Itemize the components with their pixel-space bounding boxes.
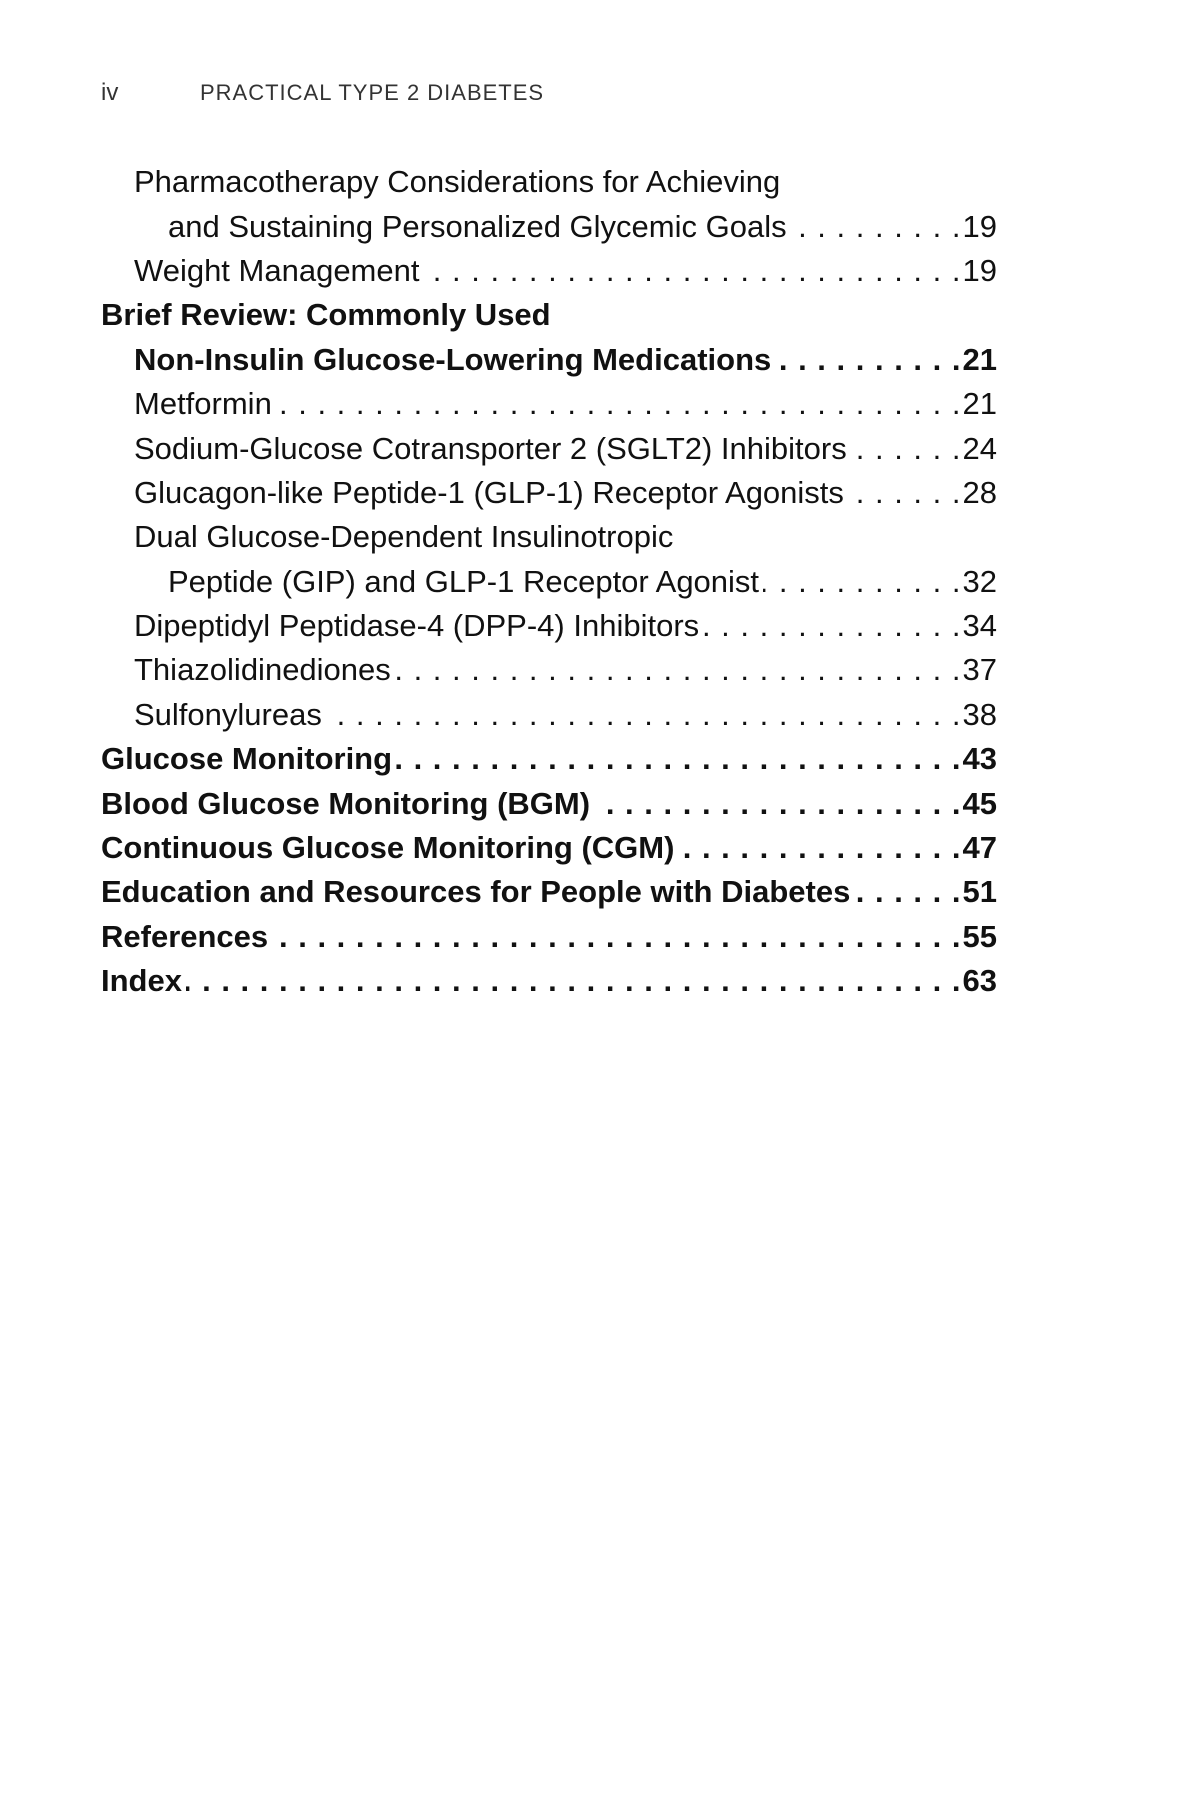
- toc-entry-title: Glucagon-like Peptide-1 (GLP-1) Receptor Agonists: [134, 474, 844, 510]
- toc-entry-page: 34: [962, 608, 997, 644]
- toc-entry: [101, 737, 997, 781]
- toc-entry-title: Continuous Glucose Monitoring (CGM): [101, 830, 675, 866]
- toc-entry-page: 24: [962, 430, 997, 466]
- toc-entry-page: 51: [962, 874, 997, 910]
- toc-entry-title: Education and Resources for People with Diabetes: [101, 874, 851, 910]
- dot-leader: [186, 963, 961, 999]
- dot-leader: [326, 697, 961, 733]
- toc-entry-title: Weight Management: [134, 252, 420, 288]
- toc-entry-title: and Sustaining Personalized Glycemic Goals: [168, 208, 787, 244]
- toc-entry: [101, 693, 997, 737]
- toc-entry: [101, 781, 997, 825]
- dot-leader: [848, 475, 961, 511]
- dot-leader: [854, 874, 960, 910]
- toc-entry-title: Non-Insulin Glucose-Lowering Medications: [134, 341, 772, 377]
- toc-entry-page: 21: [962, 341, 997, 377]
- toc-entry: [101, 648, 997, 692]
- toc-entry: [101, 515, 997, 559]
- table-of-contents: [101, 160, 997, 1003]
- toc-entry: [101, 249, 997, 293]
- toc-entry-title: References: [101, 918, 269, 954]
- toc-entry-title: Pharmacotherapy Considerations for Achieving: [134, 164, 781, 200]
- dot-leader: [791, 209, 961, 245]
- toc-entry-title: Sodium-Glucose Cotransporter 2 (SGLT2) Inhibitors: [134, 430, 847, 466]
- toc-entry: [101, 604, 997, 648]
- toc-entry: [101, 160, 997, 204]
- toc-entry-title: Glucose Monitoring: [101, 741, 393, 777]
- toc-entry-page: 37: [962, 652, 997, 688]
- toc-entry-page: 19: [962, 252, 997, 288]
- toc-entry-page: 19: [962, 208, 997, 244]
- toc-entry: [101, 870, 997, 914]
- toc-entry-page: 63: [962, 963, 997, 999]
- dot-leader: [395, 652, 961, 688]
- toc-entry-title: Thiazolidinediones: [134, 652, 391, 688]
- dot-leader: [276, 386, 961, 422]
- toc-entry-title: Dipeptidyl Peptidase-4 (DPP-4) Inhibitors: [134, 608, 700, 644]
- toc-entry: [101, 915, 997, 959]
- toc-entry-page: 28: [962, 474, 997, 510]
- toc-entry: [101, 338, 997, 382]
- toc-entry-page: 43: [962, 741, 997, 777]
- toc-entry-title: Dual Glucose-Dependent Insulinotropic: [134, 519, 674, 555]
- toc-entry: [101, 426, 997, 470]
- toc-entry: [101, 382, 997, 426]
- toc-entry: [101, 471, 997, 515]
- toc-entry-title: Sulfonylureas: [134, 696, 322, 732]
- dot-leader: [272, 919, 960, 955]
- toc-entry-title: Index: [101, 963, 182, 999]
- page-header: [101, 79, 544, 107]
- toc-entry-page: 38: [962, 696, 997, 732]
- dot-leader: [703, 608, 960, 644]
- toc-entry-title: Metformin: [134, 386, 272, 422]
- toc-entry: [101, 204, 997, 248]
- toc-entry-page: 21: [962, 386, 997, 422]
- toc-entry: [101, 959, 997, 1003]
- toc-entry-page: 55: [962, 918, 997, 954]
- toc-entry: [101, 826, 997, 870]
- dot-leader: [851, 431, 961, 467]
- toc-entry: [101, 560, 997, 604]
- dot-leader: [423, 253, 960, 289]
- dot-leader: [775, 342, 960, 378]
- toc-entry-title: Blood Glucose Monitoring (BGM): [101, 785, 591, 821]
- dot-leader: [678, 830, 960, 866]
- page-number: iv: [101, 79, 119, 106]
- toc-entry-title: Brief Review: Commonly Used: [101, 297, 551, 333]
- toc-entry: [101, 293, 997, 337]
- dot-leader: [763, 564, 960, 600]
- toc-entry-page: 45: [962, 785, 997, 821]
- toc-entry-page: 32: [962, 563, 997, 599]
- toc-entry-title: Peptide (GIP) and GLP-1 Receptor Agonist: [168, 563, 760, 599]
- dot-leader: [594, 786, 960, 822]
- running-head: PRACTICAL TYPE 2 DIABETES: [200, 80, 545, 105]
- toc-entry-page: 47: [962, 830, 997, 866]
- dot-leader: [396, 741, 960, 777]
